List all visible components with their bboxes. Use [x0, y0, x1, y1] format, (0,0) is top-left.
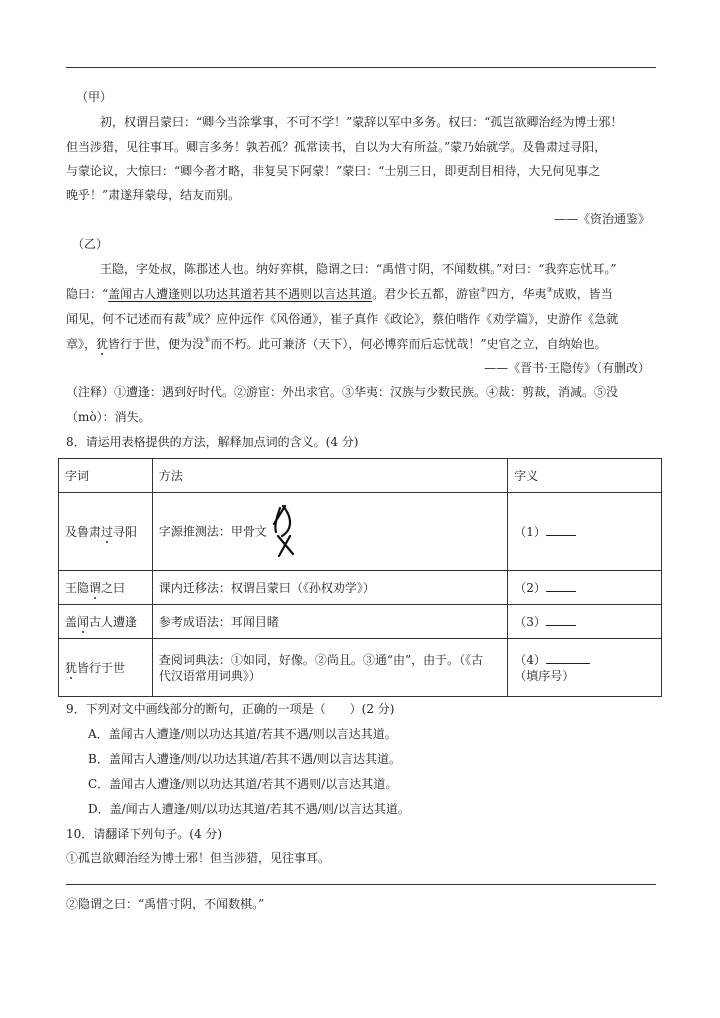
- passage-a-line: 晚乎！”肃遂拜蒙母，结友而别。: [66, 188, 241, 202]
- question-10-stem: 10．请翻译下列句子。(4 分): [66, 827, 223, 841]
- passage-b-line: 章》，犹皆行于世，便为没⑤而不朽。此可兼济（天下），何必博弈而后忘忧哉！”史官之立，自纳始也。: [66, 336, 607, 351]
- passage-a-source: ——《资治通鉴》: [553, 212, 650, 226]
- method-cell: 课内迁移法：权谓吕蒙曰（《孙权劝学》）: [152, 571, 507, 605]
- table-row: [59, 605, 662, 639]
- passage-a-line: 但当涉猎，见往事耳。卿言多务！孰若孤？孤常读书，自以为大有所益。”蒙乃始就学。及鲁肃过寻阳，: [66, 140, 607, 154]
- table-header-row: [59, 459, 662, 493]
- question-8-stem: 8．请运用表格提供的方法，解释加点词的含义。(4 分): [66, 435, 359, 449]
- annotation-line: （mò）：消失。: [66, 410, 151, 424]
- underlined-sentence: 盖闻古人遭逢则以功达其道若其不遇则以言达其道: [108, 287, 373, 301]
- answer-cell: （3）: [508, 605, 662, 639]
- word-cell: 犹皆行于世: [59, 639, 153, 697]
- table-row: [59, 639, 662, 697]
- option-a[interactable]: A．盖闻古人遭逢/则以功达其道/若其不遇/则以言达其道。: [88, 727, 397, 741]
- answer-blank[interactable]: [546, 615, 576, 626]
- option-d[interactable]: D．盖/闻古人遭逢/则/以功达其道/若其不遇/则/以言达其道。: [88, 802, 410, 816]
- table-header: 方法: [152, 459, 507, 493]
- table-row: [59, 493, 662, 571]
- passage-b-source: ——《晋书·王隐传》（有删改）: [484, 361, 650, 375]
- passage-a-label: （甲）: [76, 90, 113, 104]
- word-cell: 盖闻古人遭逢: [59, 605, 153, 639]
- answer-cell: （2）: [508, 571, 662, 605]
- option-c[interactable]: C．盖闻古人遭逢/则以功达其道/若其不遇则/以言达其道。: [88, 777, 398, 791]
- table-header: 字词: [59, 459, 153, 493]
- passage-b-line: 闻见，何不记述而有裁④成？应仲远作《风俗通》，崔子真作《政论》，蔡伯喈作《劝学篇》，史游作《急就: [66, 311, 619, 326]
- translate-sentence-2: ②隐谓之曰：“禹惜寸阴，不闻数棋。”: [66, 897, 265, 911]
- answer-blank[interactable]: [546, 525, 576, 536]
- annotation-line: （注释）①遭逢：遇到好时代。②游宦：外出求官。③华夷：汉族与少数民族。④裁：剪裁，消减。⑤没: [66, 385, 619, 399]
- top-rule: [66, 67, 656, 68]
- vocab-table: [58, 458, 662, 697]
- method-cell: 参考成语法：耳闻目睹: [152, 605, 507, 639]
- passage-a-line: 与蒙论议，大惊曰：“卿今者才略，非复吴下阿蒙！”蒙曰：“士别三日，即更刮目相待，大兄何见事之: [66, 164, 601, 178]
- method-cell: 查阅词典法：①如同，好像。②尚且。③通“由”，由于。（《古 代汉语常用词典》）: [152, 639, 507, 697]
- table-header: 字义: [508, 459, 662, 493]
- oracle-bone-glyph-icon: [271, 502, 301, 562]
- option-b[interactable]: B．盖闻古人遭逢/则/以功达其道/若其不遇/则以言达其道。: [88, 752, 401, 766]
- answer-blank[interactable]: [546, 581, 576, 592]
- translate-sentence-1: ①孤岂欲卿治经为博士邪！但当涉猎，见往事耳。: [66, 851, 331, 865]
- passage-a-line: 初，权谓吕蒙曰：“卿今当涂掌事，不可不学！”蒙辞以军中多务。权曰：“孤岂欲卿治经为博士邪！: [100, 115, 623, 129]
- passage-b-line: 隐曰：“盖闻古人遭逢则以功达其道若其不遇则以言达其道。君少长五都，游宦②四方，华夷③成败，皆当: [66, 286, 613, 301]
- answer-cell: （4） （填序号）: [508, 639, 662, 697]
- passage-b-line: 王隐，字处叔，陈郡述人也。纳好弈棋，隐谓之曰：“禹惜寸阴，不闻数棋。”对曰：“我弈忘忧耳。”: [100, 262, 617, 276]
- passage-b-label: （乙）: [72, 237, 109, 251]
- word-cell: 及鲁肃过寻阳: [59, 493, 153, 571]
- word-cell: 王隐谓之曰: [59, 571, 153, 605]
- answer-blank[interactable]: [546, 653, 590, 664]
- answer-line[interactable]: [66, 884, 656, 885]
- answer-cell: （1）: [508, 493, 662, 571]
- question-9-stem: 9．下列对文中画线部分的断句，正确的一项是（ ）(2 分): [66, 702, 395, 716]
- table-row: [59, 571, 662, 605]
- method-cell: 字源推测法：甲骨文: [152, 493, 507, 571]
